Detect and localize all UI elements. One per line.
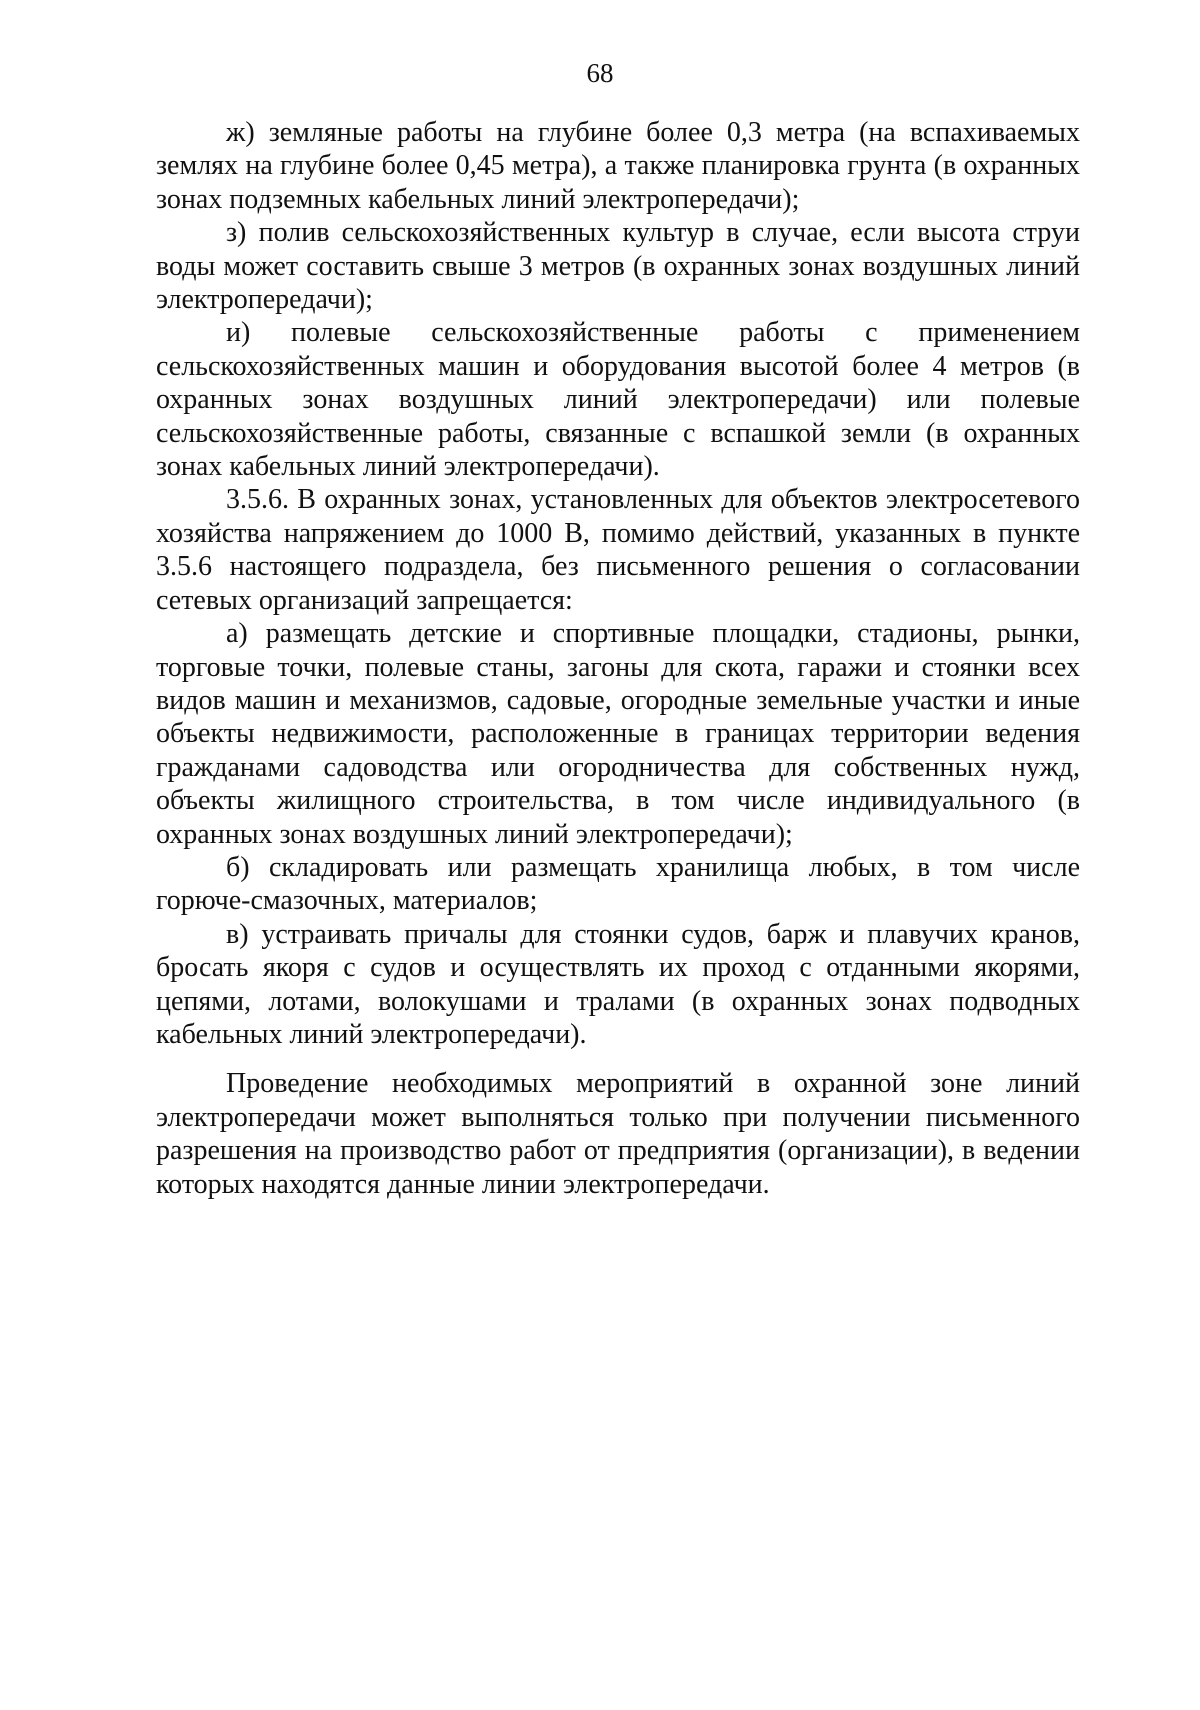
document-body	[156, 116, 1080, 1201]
paragraph-3-5-6: 3.5.6. В охранных зонах, установленных для объектов электросетевого хозяйства напряжением до 1000 В, помимо действий, указанных в пункте 3.5.6 настоящего подраздела, без письменного решения о согласовании сетевых организаций запрещается:	[156, 484, 1080, 616]
page-number: 68	[586, 58, 614, 88]
paragraph-z: з) полив сельскохозяйственных культур в случае, если высота струи воды может составить свыше 3 метров (в охранных зонах воздушных линий электропередачи);	[156, 217, 1080, 316]
paragraph-zh: ж) земляные работы на глубине более 0,3 метра (на вспахиваемых землях на глубине более 0,45 метра), а также планировка грунта (в охранных зонах подземных кабельных линий электропередачи);	[156, 117, 1080, 215]
paragraph-b: б) складировать или размещать хранилища любых, в том числе горюче-смазочных, материалов;	[156, 851, 1080, 917]
paragraph-conclusion: Проведение необходимых мероприятий в охранной зоне линий электропередачи может выполняться только при получении письменного разрешения на производство работ от предприятия (организации), в ведении которых находятся данные линии электропередачи.	[156, 1068, 1080, 1200]
paragraph-a: а) размещать детские и спортивные площадки, стадионы, рынки, торговые точки, полевые станы, загоны для скота, гаражи и стоянки всех видов машин и механизмов, садовые, огородные земельные участки и иные объекты недвижимости, расположенные в границах территории ведения гражданами садоводства или огородничества для собственных нужд, объекты жилищного строительства, в том числе индивидуального (в охранных зонах воздушных линий электропередачи);	[156, 618, 1080, 850]
paragraph-i: и) полевые сельскохозяйственные работы с применением сельскохозяйственных машин и оборудования высотой более 4 метров (в охранных зонах воздушных линий электропередачи) или полевые сельскохозяйственные работы, связанные с вспашкой земли (в охранных зонах кабельных линий электропередачи).	[156, 317, 1080, 483]
paragraph-v: в) устраивать причалы для стоянки судов, барж и плавучих кранов, бросать якоря с судов и осуществлять их проход с отданными якорями, цепями, лотами, волокушами и тралами (в охранных зонах подводных кабельных линий электропередачи).	[156, 918, 1080, 1050]
